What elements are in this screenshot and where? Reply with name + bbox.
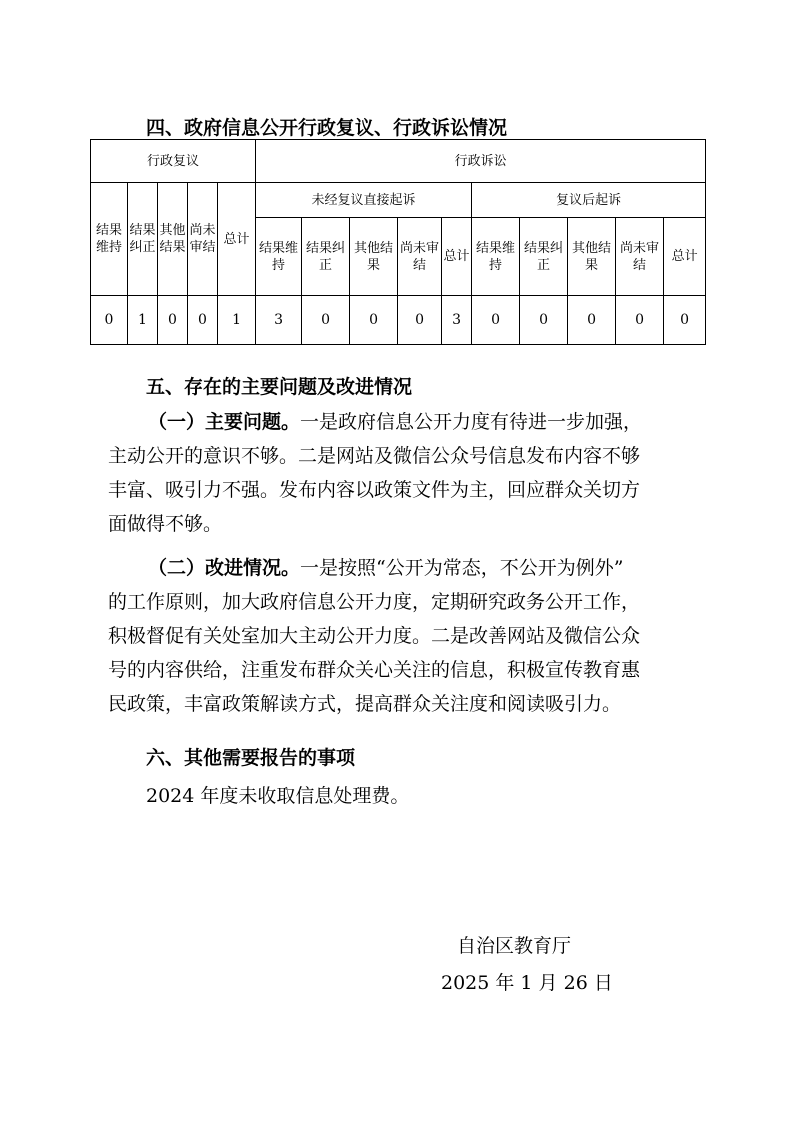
direct-col-3: 其他结果 <box>350 218 398 296</box>
after-col-4: 尚未审结 <box>616 218 664 296</box>
paragraph-line: 积极督促有关处室加大主动公开力度。二是改善网站及微信公众 <box>108 625 641 647</box>
header-review: 行政复议 <box>91 140 256 183</box>
review-col-1: 结果维持 <box>91 183 128 296</box>
paragraph-line: 面做得不够。 <box>108 513 223 535</box>
improvements-paragraph <box>108 551 640 721</box>
value-cell: 0 <box>520 296 568 345</box>
section4-heading: 四、政府信息公开行政复议、行政诉讼情况 <box>146 117 508 139</box>
value-cell: 1 <box>128 296 158 345</box>
value-cell: 0 <box>188 296 218 345</box>
after-col-5: 总计 <box>664 218 706 296</box>
value-cell: 0 <box>91 296 128 345</box>
value-cell: 0 <box>398 296 442 345</box>
value-cell: 0 <box>302 296 350 345</box>
section6-heading: 六、其他需要报告的事项 <box>146 747 356 769</box>
paragraph-line: 号的内容供给，注重发布群众关心关注的信息，积极宣传教育惠 <box>108 659 641 681</box>
paragraph-line: 一是按照“公开为常态，不公开为例外” <box>300 557 624 579</box>
direct-col-2: 结果纠正 <box>302 218 350 296</box>
problems-label: （一）主要问题。 <box>148 411 301 433</box>
section5-heading: 五、存在的主要问题及改进情况 <box>146 376 413 398</box>
value-cell: 0 <box>472 296 520 345</box>
review-col-5: 总计 <box>218 183 256 296</box>
improvements-label: （二）改进情况。 <box>148 557 301 579</box>
fee-statement: 2024 年度未收取信息处理费。 <box>146 785 410 807</box>
paragraph-line: 丰富、吸引力不强。发布内容以政策文件为主，回应群众关切方 <box>108 479 641 501</box>
direct-col-5: 总计 <box>442 218 472 296</box>
after-col-2: 结果纠正 <box>520 218 568 296</box>
after-col-3: 其他结果 <box>568 218 616 296</box>
value-cell: 3 <box>442 296 472 345</box>
problems-paragraph <box>108 405 642 541</box>
after-col-1: 结果维持 <box>472 218 520 296</box>
review-col-3: 其他结果 <box>158 183 188 296</box>
signature-org: 自治区教育厅 <box>457 935 572 957</box>
value-cell: 0 <box>616 296 664 345</box>
paragraph-line: 民政策，丰富政策解读方式，提高群众关注度和阅读吸引力。 <box>108 693 622 715</box>
value-cell: 3 <box>256 296 302 345</box>
value-cell: 0 <box>158 296 188 345</box>
value-cell: 0 <box>350 296 398 345</box>
value-cell: 1 <box>218 296 256 345</box>
paragraph-line: 主动公开的意识不够。二是网站及微信公众号信息发布内容不够 <box>108 445 641 467</box>
direct-col-4: 尚未审结 <box>398 218 442 296</box>
signature-date: 2025 年 1 月 26 日 <box>441 972 613 994</box>
direct-col-1: 结果维持 <box>256 218 302 296</box>
value-cell: 0 <box>664 296 706 345</box>
paragraph-line: 一是政府信息公开力度有待进一步加强， <box>300 411 643 433</box>
review-col-2: 结果纠正 <box>128 183 158 296</box>
review-col-4: 尚未审结 <box>188 183 218 296</box>
header-litigation: 行政诉讼 <box>256 140 706 183</box>
header-direct-litigation: 未经复议直接起诉 <box>256 183 472 218</box>
paragraph-line: 的工作原则，加大政府信息公开力度，定期研究政务公开工作， <box>108 591 641 613</box>
value-cell: 0 <box>568 296 616 345</box>
header-after-review: 复议后起诉 <box>472 183 706 218</box>
litigation-table <box>90 139 706 345</box>
